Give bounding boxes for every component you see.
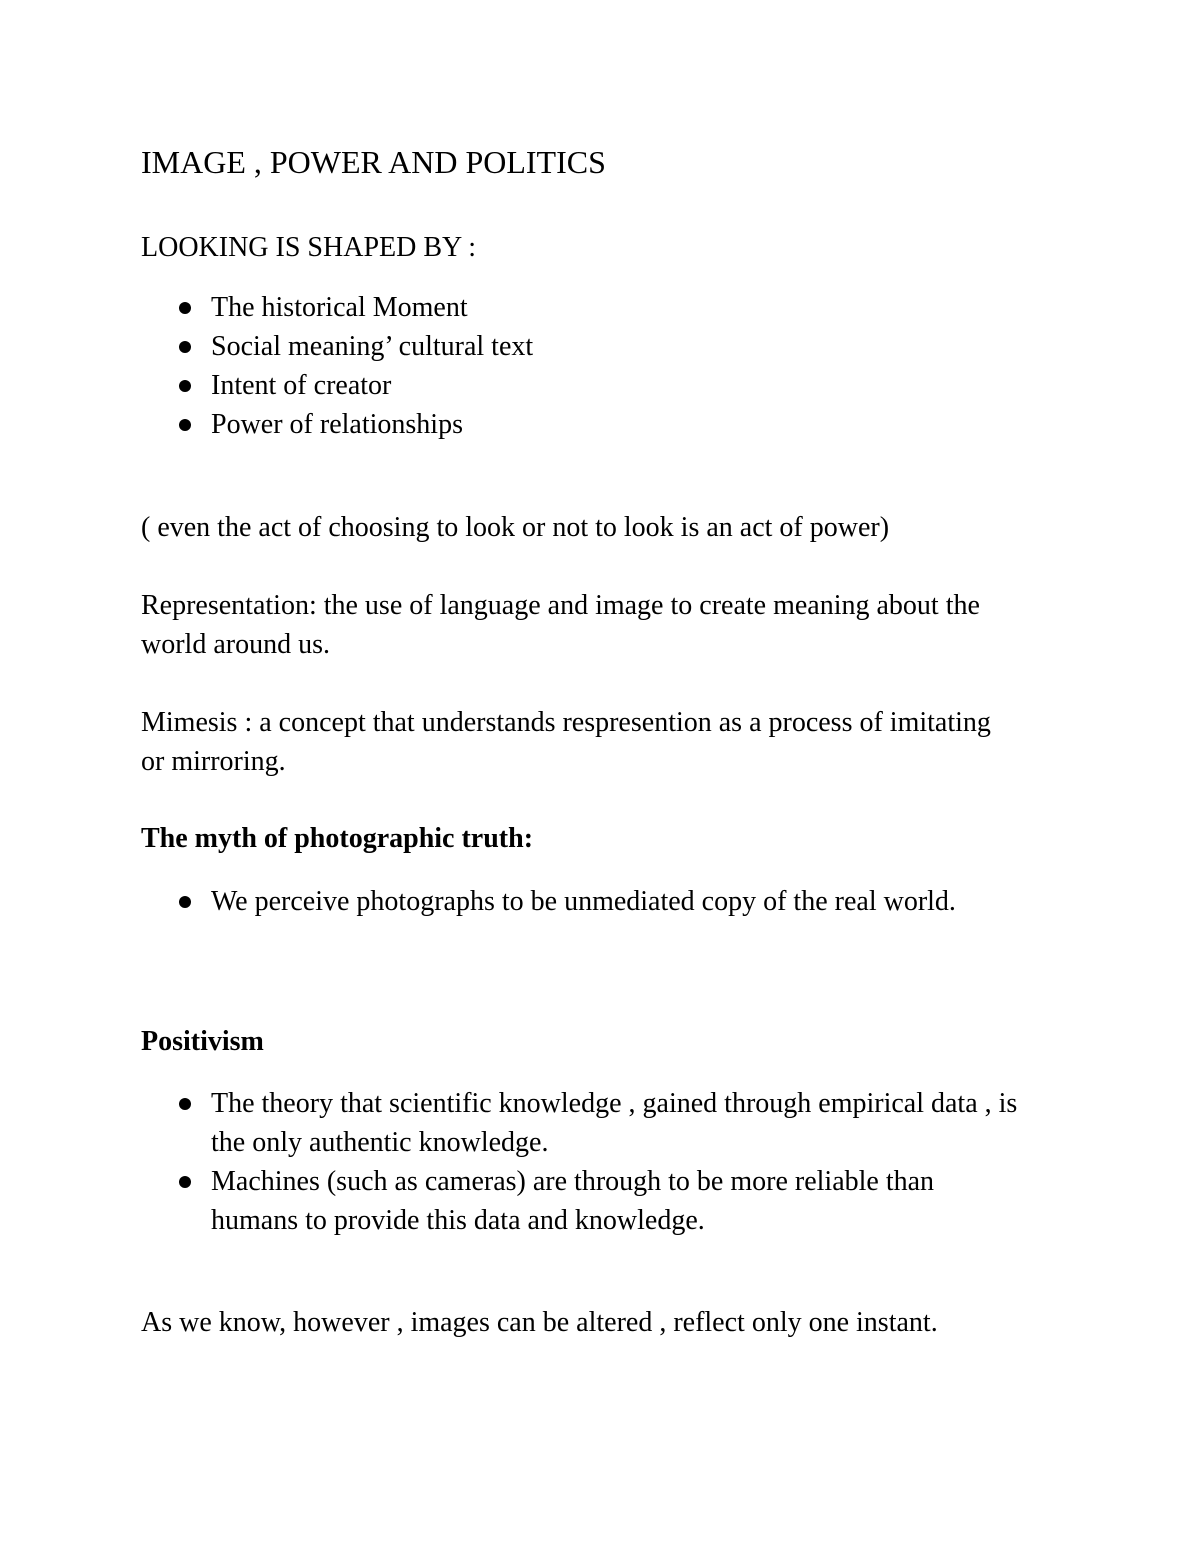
bullet-icon xyxy=(179,419,191,431)
positivism-heading: Positivism xyxy=(141,1026,264,1057)
myth-heading: The myth of photographic truth: xyxy=(141,823,534,854)
bullet-icon xyxy=(179,1176,191,1188)
bullet-icon xyxy=(179,380,191,392)
list-item-text: the only authentic knowledge. xyxy=(211,1127,549,1158)
bullet-icon xyxy=(179,1098,191,1110)
positivism-list xyxy=(0,1084,1017,1240)
list-item xyxy=(0,366,533,405)
list-item-text: Power of relationships xyxy=(211,409,463,440)
list-item-text: The theory that scientific knowledge , gained through empirical data , is xyxy=(211,1088,1018,1119)
bullet-icon xyxy=(179,341,191,353)
list-item-text: Intent of creator xyxy=(211,370,392,401)
list-item xyxy=(0,288,533,327)
list-item-text: humans to provide this data and knowledge. xyxy=(211,1205,705,1236)
bullet-icon xyxy=(179,896,191,908)
mimesis-line-2: or mirroring. xyxy=(141,746,286,777)
conclusion: As we know, however , images can be altered , reflect only one instant. xyxy=(141,1307,938,1338)
list-item xyxy=(0,1084,1017,1162)
myth-list xyxy=(0,882,956,921)
page-title: IMAGE , POWER AND POLITICS xyxy=(141,144,606,180)
bullet-icon xyxy=(179,302,191,314)
power-note: ( even the act of choosing to look or not to look is an act of power) xyxy=(141,512,890,543)
list-item-text: Social meaning’ cultural text xyxy=(211,331,534,362)
list-item xyxy=(0,405,533,444)
list-item xyxy=(0,882,956,921)
list-item-text: The historical Moment xyxy=(211,292,468,323)
looking-heading: LOOKING IS SHAPED BY : xyxy=(141,232,476,263)
list-item xyxy=(0,1162,1017,1240)
representation-line-2: world around us. xyxy=(141,629,330,660)
list-item-text: We perceive photographs to be unmediated copy of the real world. xyxy=(211,886,956,917)
mimesis-line-1: Mimesis : a concept that understands respresention as a process of imitating xyxy=(141,707,991,738)
looking-list xyxy=(0,288,533,444)
list-item-text: Machines (such as cameras) are through to be more reliable than xyxy=(211,1166,935,1197)
list-item xyxy=(0,327,533,366)
representation-line-1: Representation: the use of language and image to create meaning about the xyxy=(141,590,980,621)
